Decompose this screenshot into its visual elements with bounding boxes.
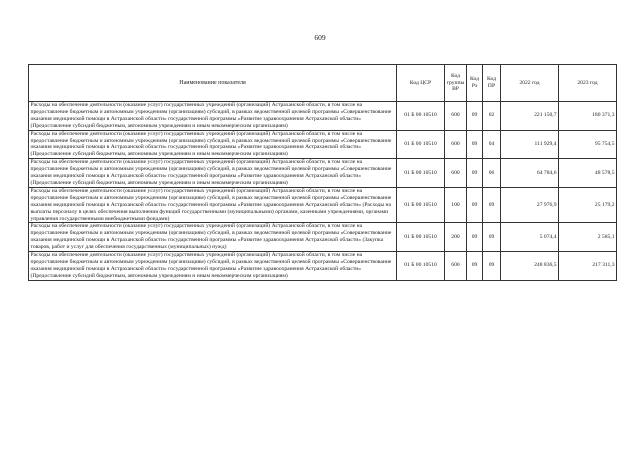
header-2022: 2022 год [501,65,559,102]
row-name: Расходы на обеспечение деятельности (оказание услуг) государственных учреждений (организаций) Астраханской области, в том числе на предоставление бюджетным и автономным учреждениям (организациям) субсидий, в рамках ведомственной целевой программы «Совершенствование оказания медицинской помощи в Астраханской области» государственной программы «Развитие здравоохранения Астраханской области» (Закупка товаров, работ и услуг для обеспечения государственных (муниципальных) нужд) [29,223,397,252]
row-csr: 01 Б 00 10510 [397,159,445,188]
table-row [29,159,617,188]
row-2023: 180 371,3 [559,102,617,131]
row-pr: 09 [483,223,501,252]
row-csr: 01 Б 00 10510 [397,187,445,223]
row-rz: 09 [467,102,483,131]
row-2023: 2 585,1 [559,223,617,252]
row-pr: 02 [483,102,501,131]
row-vr: 600 [445,159,467,188]
row-2022: 221 150,7 [501,102,559,131]
header-pr: Код ПР [483,65,501,102]
table-row [29,187,617,223]
row-vr: 200 [445,223,467,252]
header-vr: Код группы ВР [445,65,467,102]
row-name: Расходы на обеспечение деятельности (оказание услуг) государственных учреждений (организаций) Астраханской области, в том числе на предоставление бюджетным и автономным учреждениям (организациям) субсидий, в рамках ведомственной целевой программы «Совершенствование оказания медицинской помощи в Астраханской области» государственной программы «Развитие здравоохранения Астраханской области» (Предоставление субсидий бюджетным, автономным учреждениям и иным некоммерческим организациям) [29,130,397,159]
row-name: Расходы на обеспечение деятельности (оказание услуг) государственных учреждений (организаций) Астраханской области, в том числе на предоставление бюджетным и автономным учреждениям (организациям) субсидий, в рамках ведомственной целевой программы «Совершенствование оказания медицинской помощи в Астраханской области» государственной программы «Развитие здравоохранения Астраханской области» (Предоставление субсидий бюджетным, автономным учреждениям и иным некоммерческим организациям) [29,102,397,131]
row-2022: 5 074,4 [501,223,559,252]
row-vr: 600 [445,130,467,159]
row-rz: 09 [467,187,483,223]
row-pr: 04 [483,130,501,159]
row-vr: 100 [445,187,467,223]
row-2022: 111 929,4 [501,130,559,159]
row-csr: 01 Б 00 10510 [397,130,445,159]
row-2023: 25 179,2 [559,187,617,223]
header-name: Наименование показателя [29,65,397,102]
header-csr: Код ЦСР [397,65,445,102]
table-row [29,130,617,159]
row-rz: 09 [467,223,483,252]
header-2023: 2023 год [559,65,617,102]
table-row [29,223,617,252]
row-csr: 01 Б 00 10510 [397,102,445,131]
row-vr: 600 [445,102,467,131]
row-vr: 600 [445,252,467,281]
row-2022: 64 784,6 [501,159,559,188]
row-csr: 01 Б 00 10510 [397,223,445,252]
row-pr: 09 [483,252,501,281]
table-header [29,65,617,102]
table-row [29,102,617,131]
row-rz: 09 [467,159,483,188]
row-pr: 09 [483,187,501,223]
row-2022: 27 976,9 [501,187,559,223]
table-body [29,102,617,281]
row-name: Расходы на обеспечение деятельности (оказание услуг) государственных учреждений (организаций) Астраханской области, в том числе на предоставление бюджетным и автономным учреждениям (организациям) субсидий, в рамках ведомственной целевой программы «Совершенствование оказания медицинской помощи в Астраханской области» государственной программы «Развитие здравоохранения Астраханской области» (Расходы на выплаты персоналу в целях обеспечения выполнения функций государственными (муниципальными) органами, казенными учреждениями, органами управления государственными внебюджетными фондами) [29,187,397,223]
page-number: 609 [314,33,326,42]
row-pr: 06 [483,159,501,188]
row-csr: 01 Б 00 10510 [397,252,445,281]
row-2023: 217 311,3 [559,252,617,281]
row-name: Расходы на обеспечение деятельности (оказание услуг) государственных учреждений (организаций) Астраханской области, в том числе на предоставление бюджетным и автономным учреждениям (организациям) субсидий, в рамках ведомственной целевой программы «Совершенствование оказания медицинской помощи в Астраханской области» государственной программы «Развитие здравоохранения Астраханской области» (Предоставление субсидий бюджетным, автономным учреждениям и иным некоммерческим организациям) [29,252,397,281]
budget-table [28,64,617,281]
row-rz: 09 [467,130,483,159]
header-rz: Код Рз [467,65,483,102]
header-row [29,65,617,102]
row-2022: 248 836,5 [501,252,559,281]
row-name: Расходы на обеспечение деятельности (оказание услуг) государственных учреждений (организаций) Астраханской области, в том числе на предоставление бюджетным и автономным учреждениям (организациям) субсидий, в рамках ведомственной целевой программы «Совершенствование оказания медицинской помощи в Астраханской области» государственной программы «Развитие здравоохранения Астраханской области» (Предоставление субсидий бюджетным, автономным учреждениям и иным некоммерческим организациям) [29,159,397,188]
row-rz: 09 [467,252,483,281]
row-2023: 95 754,5 [559,130,617,159]
table-row [29,252,617,281]
row-2023: 48 578,5 [559,159,617,188]
